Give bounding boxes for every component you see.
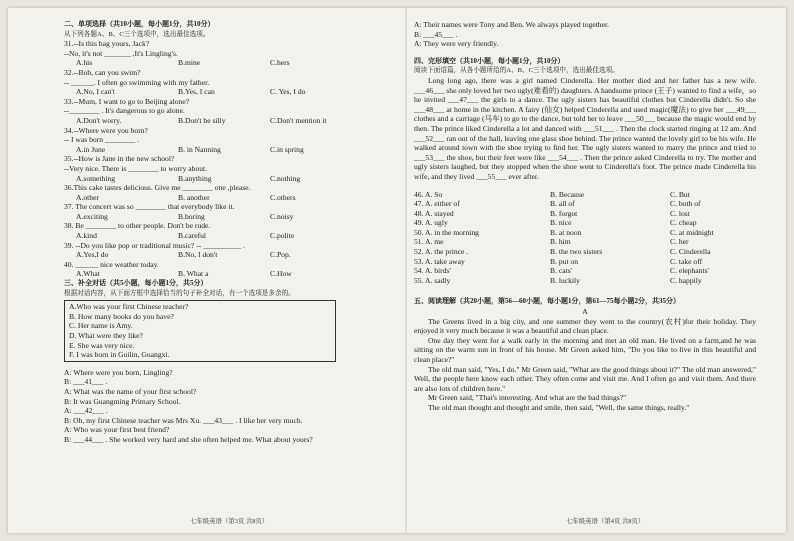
option-a: A.exciting bbox=[76, 211, 108, 221]
option-b: B.No, I don't bbox=[178, 250, 218, 260]
question-text: -- I was born ________ . bbox=[64, 135, 140, 145]
options bbox=[64, 193, 384, 203]
cloze-option: 55. A. sadly bbox=[414, 275, 451, 285]
part-label: A bbox=[582, 307, 588, 317]
cloze-option: B. nice bbox=[550, 218, 572, 228]
page-footer-left: 七年级英语（第3页 共8页） bbox=[190, 518, 269, 525]
option-a: A.kind bbox=[76, 231, 97, 241]
dialogue-line: A: They were very friendly. bbox=[414, 39, 499, 49]
dialogue-line: A: Who was your first best friend? bbox=[64, 425, 170, 435]
question-38 bbox=[64, 221, 384, 240]
option-b: B. What a bbox=[178, 269, 209, 279]
option-a: A.No, I can't bbox=[76, 87, 115, 97]
option-c: C.nothing bbox=[270, 173, 301, 183]
question-39 bbox=[64, 241, 384, 260]
reading-paragraph: The old man said, "Yes, I do." Mr Green said, "What are the good things about it?" The old man answered," Well, the people here know each other. They often come and visit me. And I often go and visit them. And there are also lots of children here." bbox=[414, 364, 756, 393]
dialogue-line: A: Where were you born, Lingling? bbox=[64, 367, 173, 377]
dialogue-line: B: Oh, my first Chinese teacher was Mrs Xu. ___43___ . I like her very much. bbox=[64, 415, 303, 425]
cloze-option: B. cats' bbox=[550, 266, 573, 276]
cloze-option: B. Because bbox=[550, 189, 585, 199]
left-page bbox=[64, 20, 384, 445]
page-fold bbox=[405, 8, 407, 533]
option-b: B.boring bbox=[178, 211, 205, 221]
option-c: C.in spring bbox=[270, 144, 304, 154]
options-box bbox=[64, 300, 336, 362]
reading-paragraph: One day they went for a walk early in the morning and met an old man. He lived on a farm,and he was sitting on the warm sun in front of his house. Mr Green asked him, "Do you like to live in this beautiful and clean place?" bbox=[414, 335, 756, 364]
option-a: A.something bbox=[76, 173, 116, 183]
page-footer-right: 七年级英语（第4页 共8页） bbox=[566, 518, 645, 525]
cloze-option: B. him bbox=[550, 237, 571, 247]
dialogue-line: B: ___41___ . bbox=[64, 377, 108, 387]
option-c: C.How bbox=[270, 269, 292, 279]
box-option: C. Her name is Amy. bbox=[69, 321, 133, 331]
cloze-option: B. put on bbox=[550, 256, 579, 266]
section-4-instruction: 阅读下面语篇，从各小题所给的A、B、C三个选项中，选出最佳选项。 bbox=[414, 67, 619, 75]
cloze-option: 51. A. me bbox=[414, 237, 444, 247]
box-option: F. I was born in Guilin, Guangxi. bbox=[69, 350, 170, 360]
cloze-option: C. happily bbox=[670, 275, 702, 285]
question-text: --________ . It's dangerous to go alone. bbox=[64, 106, 185, 116]
question-text: --No, it's not _______ ,It's Lingling's. bbox=[64, 48, 178, 58]
option-b: B. in Nanning bbox=[178, 144, 221, 154]
options bbox=[64, 231, 384, 241]
dialogue-line: B: It was Guangming Primary School. bbox=[64, 396, 181, 406]
question-36 bbox=[64, 183, 384, 202]
cloze-option: C. take off bbox=[670, 256, 703, 266]
question-text: 33.--Mum, I want to go to Beijing alone? bbox=[64, 96, 190, 106]
question-32 bbox=[64, 68, 384, 97]
question-text: 34.--Where were you born? bbox=[64, 125, 148, 135]
cloze-option: 54. A. birds' bbox=[414, 266, 451, 276]
cloze-options bbox=[414, 190, 756, 286]
option-c: C. Yes, I do bbox=[270, 87, 306, 97]
cloze-option: C. her bbox=[670, 237, 689, 247]
right-page bbox=[414, 20, 756, 413]
option-a: A.What bbox=[76, 269, 100, 279]
option-a: A.Yes,I do bbox=[76, 250, 109, 260]
question-text: 31.--Is this bag yours, Jack? bbox=[64, 39, 150, 49]
option-a: A.in June bbox=[76, 144, 106, 154]
option-a: A.Don't worry. bbox=[76, 115, 122, 125]
option-b: B.careful bbox=[178, 231, 207, 241]
cloze-passage: Long long ago, there was a girl named Cinderella. Her mother died and her father has a new wife. ___46___ she only loved her two ugly(难看的) daughters. A handsome prince (王子) wanted to find a wife，so he invited ___47___ the girls to a dance. The ugly sisters has beautiful clothes but Cinderella didn't. So she ___48___ at home in the kitchen. A fairy (仙女) helped Cinderella and used magic(魔法) to give her ___49___ clothes and a carriage (马车) to go to the dance, but told her to leave ___50___ because the magic would end by then. The prince liked Cinderella a lot and danced with ___51___ . Then the clock started ringing at 12 am. And ___52___ ran out of the hall, leaving one glass shoe behind. The prince wanted the lovely girl to be his wife. He walked around town with the shoe trying to find her. The ugly sisters wanted to marry the prince and tried to ___53___ the shoe, but their feet were like ___54___ . Then the prince asked Cinderella to try. The mother and ugly sisters laughed, but they stopped when the shoe went to Cinderella's foot. The prince made Cinderella his wife, and they lived ___55___ ever after. bbox=[414, 75, 756, 181]
question-text: 32.--Bob, can you swim? bbox=[64, 67, 141, 77]
options bbox=[64, 116, 384, 126]
option-c: C.Don't mention it bbox=[270, 115, 327, 125]
cloze-option: C. But bbox=[670, 189, 690, 199]
option-c: C.Pop. bbox=[270, 250, 291, 260]
option-b: B. another bbox=[178, 192, 210, 202]
question-text: 40. ______ nice weather today. bbox=[64, 259, 159, 269]
option-b: B.Yes, I can bbox=[178, 87, 215, 97]
question-text: 37. The concert was so ________ that everybody like it. bbox=[64, 202, 235, 212]
option-b: B.anything bbox=[178, 173, 212, 183]
cloze-option: B. at noon bbox=[550, 227, 582, 237]
question-text: 39. --Do you like pop or traditional music? -- __________ . bbox=[64, 240, 245, 250]
option-b: B.Don't be silly bbox=[178, 115, 226, 125]
cloze-option: 52. A. the prince . bbox=[414, 247, 469, 257]
question-40 bbox=[64, 260, 384, 279]
cloze-option: C. at midnight bbox=[670, 227, 714, 237]
box-option: A.Who was your first Chinese teacher? bbox=[69, 302, 189, 312]
cloze-option: B. all of bbox=[550, 199, 575, 209]
cloze-option: C. Cinderella bbox=[670, 247, 711, 257]
options bbox=[64, 174, 384, 184]
section-2-title: 二、单项选择（共10小题，每小题1分，共10分） bbox=[64, 20, 215, 28]
options bbox=[64, 87, 384, 97]
cloze-option: 49. A. ugly bbox=[414, 218, 448, 228]
cloze-option: 53. A. take away bbox=[414, 256, 465, 266]
option-b: B.mine bbox=[178, 58, 201, 68]
exam-sheet bbox=[8, 8, 786, 533]
cloze-option: 46. A. So bbox=[414, 189, 443, 199]
options bbox=[64, 58, 384, 68]
dialogue bbox=[64, 368, 384, 445]
cloze-option: 48. A. stayed bbox=[414, 208, 454, 218]
question-text: 36.This cake tastes delicious. Give me ________ one ,please. bbox=[64, 183, 251, 193]
box-option: D. What were they like? bbox=[69, 331, 143, 340]
section-2-instruction: 从下列各题A、B、C三个选项中，选出最佳选项。 bbox=[64, 30, 210, 38]
option-c: C.others bbox=[270, 192, 296, 202]
reading-paragraph: Mr Green said, "That's interesting. And what are the bad things?" bbox=[428, 393, 627, 403]
dialogue-line: B: ___44___ . She worked very hard and she often helped me. What about yours? bbox=[64, 434, 313, 444]
cloze-option: C. elephants' bbox=[670, 266, 709, 276]
question-text: -- ______. I often go swimming with my father. bbox=[64, 77, 210, 87]
options bbox=[64, 145, 384, 155]
question-33 bbox=[64, 97, 384, 126]
options bbox=[64, 250, 384, 260]
question-37 bbox=[64, 202, 384, 221]
question-31 bbox=[64, 39, 384, 68]
option-c: C.noisy bbox=[270, 211, 294, 221]
reading-paragraph: The old man thought and thought and smile, then said, "Well, the same things, really." bbox=[428, 402, 690, 412]
option-a: A.other bbox=[76, 192, 99, 202]
cloze-option: B. luckily bbox=[550, 275, 580, 285]
dialogue-line: A: What was the name of your first school? bbox=[64, 386, 197, 396]
cloze-option: C. lost bbox=[670, 208, 690, 218]
cloze-option: C. cheap bbox=[670, 218, 697, 228]
question-34 bbox=[64, 126, 384, 155]
question-text: 35.--How is Jane in the new school? bbox=[64, 154, 175, 164]
cloze-option: 47. A. either of bbox=[414, 199, 460, 209]
question-text: --Very nice. There is ________ to worry about. bbox=[64, 163, 208, 173]
section-4-title: 四、完形填空（共10小题，每小题1分，共10分） bbox=[414, 56, 565, 65]
question-35 bbox=[64, 154, 384, 183]
box-option: E. She was very nice. bbox=[69, 340, 135, 350]
option-c: C.hers bbox=[270, 58, 290, 68]
dialogue-line: A: Their names were Tony and Ben. We always played together. bbox=[414, 20, 609, 29]
cloze-option: 50. A. in the morning bbox=[414, 227, 479, 237]
option-c: C.polite bbox=[270, 231, 295, 241]
section-3-instruction: 根据对话内容，从下面方框中选择恰当的句子补全对话，有一个选项是多余的。 bbox=[64, 289, 295, 297]
dialogue-line: B: ___45___ . bbox=[414, 29, 458, 39]
cloze-option: B. forgot bbox=[550, 208, 578, 218]
cloze-option: B. the two sisters bbox=[550, 247, 603, 257]
reading-paragraph: The Greens lived in a big city, and one summer they went to the country(农村)for their holiday. They enjoyed it very much because it was a beautiful and clean place. bbox=[414, 316, 756, 336]
options bbox=[64, 212, 384, 222]
section-5-title: 五、阅读理解（共20小题，第56—60小题，每小题1分，第61—75每小题2分，共35分） bbox=[414, 297, 680, 306]
section-3-title: 三、补全对话（共5小题，每小题1分，共5分） bbox=[64, 279, 208, 288]
option-a: A.his bbox=[76, 58, 93, 68]
question-text: 38. Be ________ to other people. Don't be rude. bbox=[64, 221, 211, 231]
dialogue-line: A: ___42___ . bbox=[64, 406, 108, 416]
cloze-option: C. both of bbox=[670, 199, 701, 209]
box-option: B. How many books do you have? bbox=[69, 311, 174, 321]
options bbox=[64, 269, 384, 279]
